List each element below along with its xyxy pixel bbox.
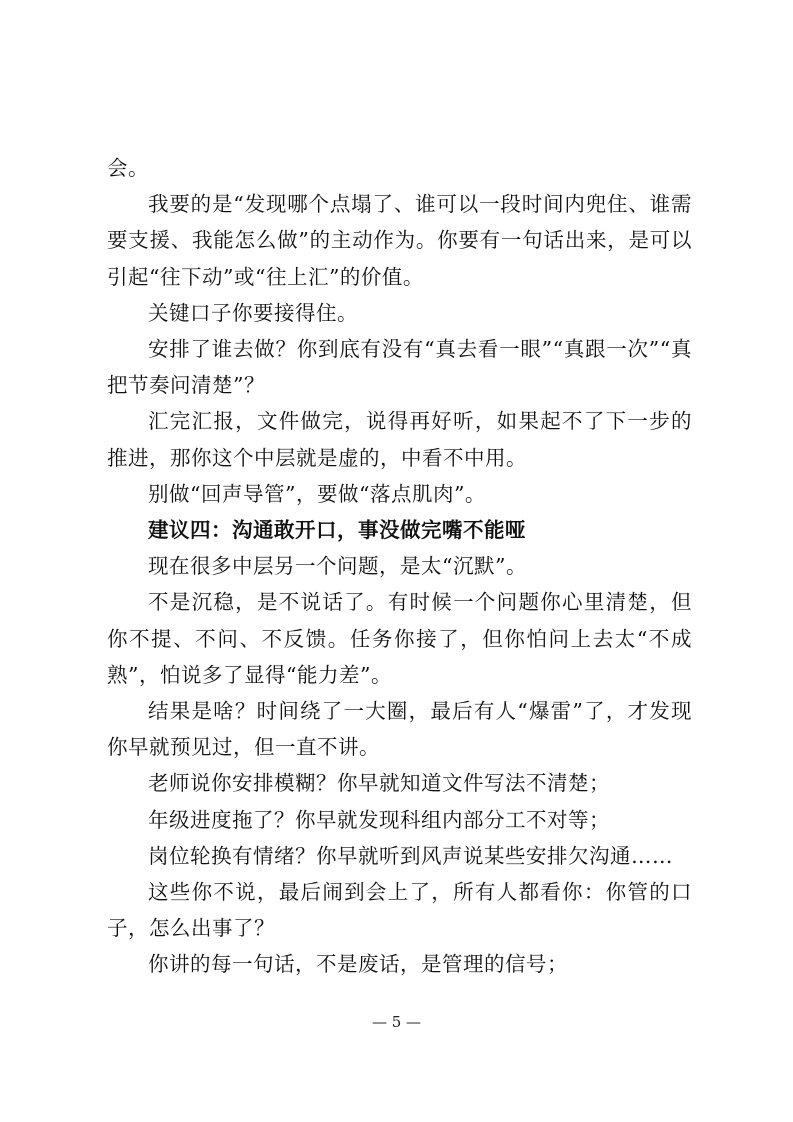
paragraph: 结果是啥？时间绕了一大圈，最后有人“爆雷”了，才发现你早就预见过，但一直不讲。 [107, 699, 692, 760]
paragraph: 别做“回声导管”，要做“落点肌肉”。 [148, 481, 486, 506]
paragraph: 这些你不说，最后闹到会上了，所有人都看你：你管的口子，怎么出事了？ [107, 880, 692, 941]
page-body [107, 150, 692, 983]
section-heading: 建议四：沟通敢开口，事没做完嘴不能哑 [148, 518, 526, 543]
paragraph: 现在很多中层另一个问题，是太“沉默”。 [148, 554, 527, 579]
page-number: — 5 — [371, 1013, 422, 1031]
paragraph: 关键口子你要接得住。 [148, 300, 358, 325]
paragraph-continuation: 会。 [107, 156, 149, 180]
paragraph: 不是沉稳，是不说话了。有时候一个问题你心里清楚，但你不提、不问、不反馈。任务你接了，但你怕问上去太“不成熟”，怕说多了显得“能力差”。 [107, 590, 692, 687]
paragraph: 你讲的每一句话，不是废话，是管理的信号； [148, 952, 568, 977]
paragraph: 岗位轮换有情绪？你早就听到风声说某些安排欠沟通…… [148, 843, 673, 868]
paragraph: 老师说你安排模糊？你早就知道文件写法不清楚； [148, 771, 610, 796]
paragraph: 安排了谁去做？你到底有没有“真去看一眼”“真跟一次”“真把节奏问清楚”？ [107, 337, 692, 398]
paragraph: 汇完汇报，文件做完，说得再好听，如果起不了下一步的推进，那你这个中层就是虚的，中看不中用。 [107, 409, 692, 470]
paragraph: 年级进度拖了？你早就发现科组内部分工不对等； [148, 807, 610, 832]
paragraph: 我要的是“发现哪个点塌了、谁可以一段时间内兜住、谁需要支援、我能怎么做”的主动作为。你要有一句话出来，是可以引起“往下动”或“往上汇”的价值。 [107, 192, 692, 289]
